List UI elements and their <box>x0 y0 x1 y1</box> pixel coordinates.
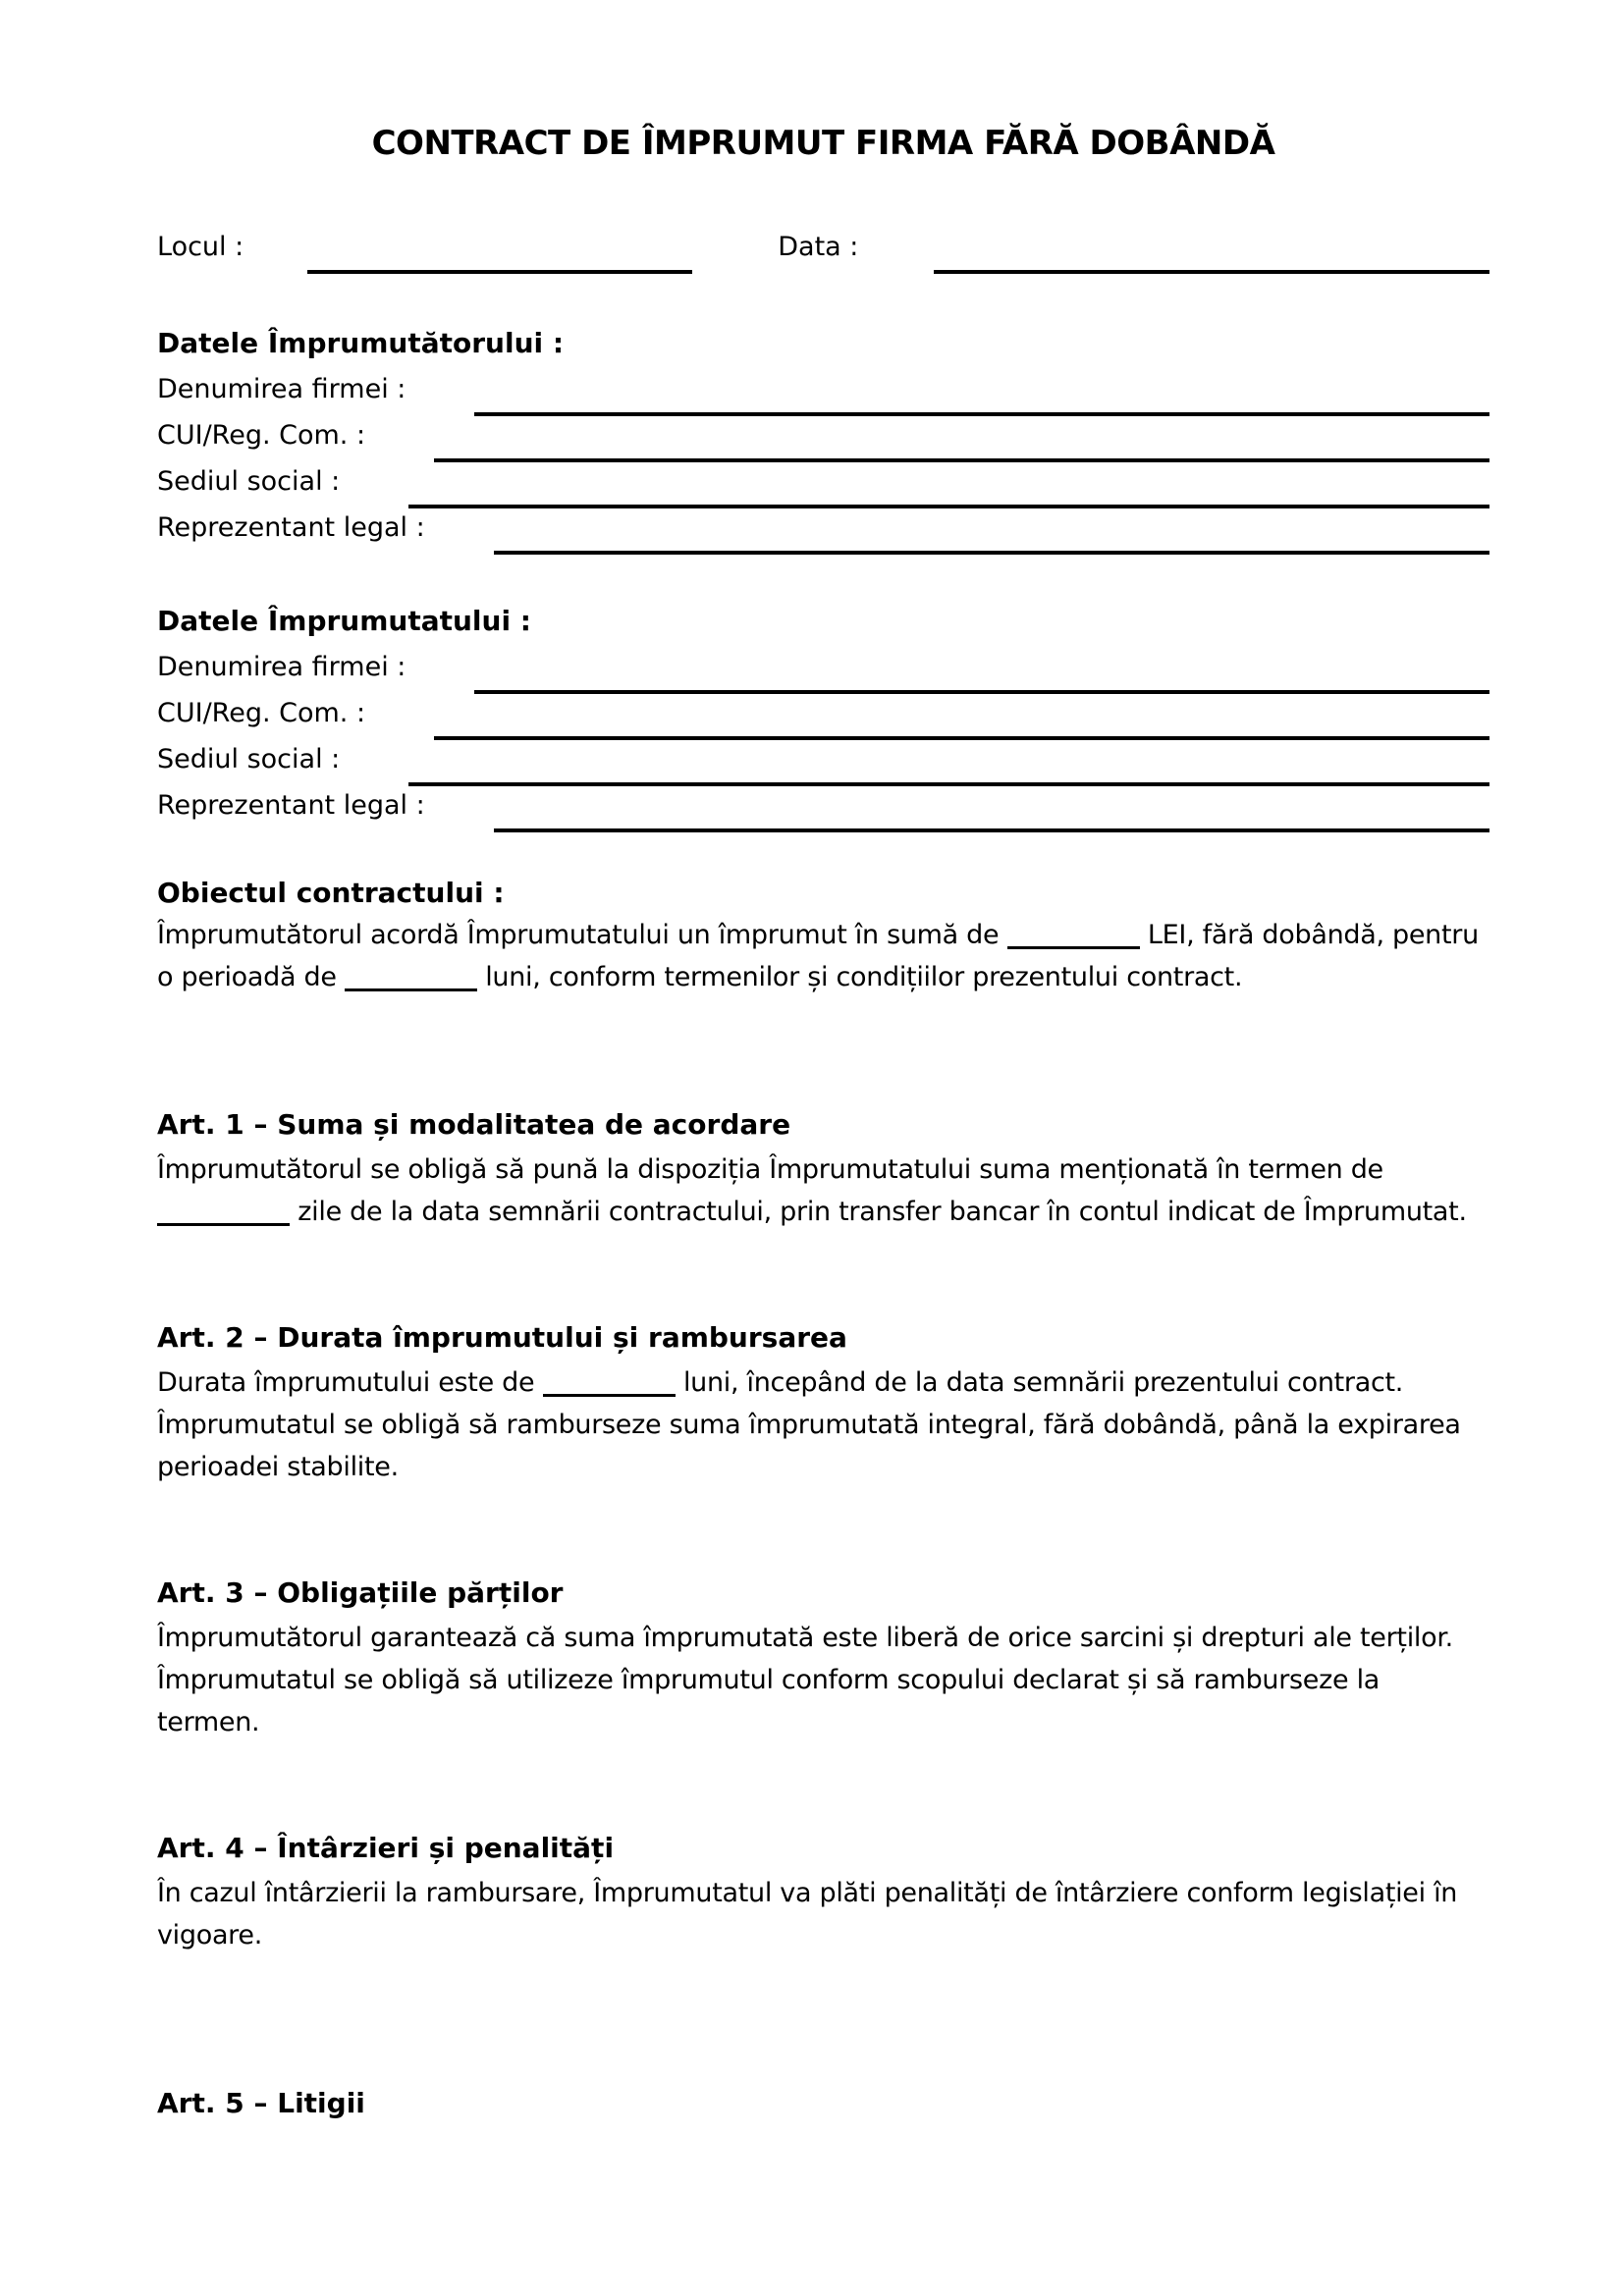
place-date-row <box>157 231 1489 264</box>
object-section <box>157 877 1489 998</box>
field-row <box>157 373 1489 406</box>
object-text-1: Împrumutătorul acordă Împrumutatului un împrumut în sumă de <box>157 920 1000 950</box>
object-text-3: luni, conform termenilor și condițiilor prezentului contract. <box>485 962 1243 992</box>
field-fill-line <box>434 458 1489 462</box>
field-fill-line <box>494 551 1489 555</box>
field-label-registered-office: Sediul social : <box>157 466 341 497</box>
article-3-heading: Art. 3 – Obligațiile părților <box>157 1576 564 1609</box>
article-4-heading: Art. 4 – Întârzieri și penalități <box>157 1832 615 1864</box>
amount-blank <box>1007 946 1140 949</box>
field-row <box>157 697 1489 730</box>
field-label-registered-office: Sediul social : <box>157 744 341 774</box>
field-row <box>157 511 1489 545</box>
article-5 <box>157 2086 1489 2121</box>
field-row <box>157 419 1489 453</box>
article-3-paragraph: Împrumutătorul garantează că suma împrumutată este liberă de orice sarcini și drepturi ale terților. Împrumutatul se obligă să utilizeze împrumutul conform scopului declarat și să ramburseze la termen. <box>157 1623 1453 1737</box>
article-4-paragraph: În cazul întârzierii la rambursare, Împrumutatul va plăti penalități de întârziere conform legislației în vigoare. <box>157 1878 1458 1950</box>
article-1-text-1: Împrumutătorul se obligă să pună la dispoziția Împrumutatului suma menționată în termen de <box>157 1154 1383 1185</box>
field-label-cui-reg-com: CUI/Reg. Com. : <box>157 420 366 451</box>
object-paragraph <box>157 914 1489 998</box>
field-row <box>157 789 1489 823</box>
date-label: Data : <box>778 232 859 262</box>
place-fill-line <box>307 270 692 274</box>
field-fill-line <box>494 828 1489 832</box>
field-row <box>157 743 1489 776</box>
document-title: CONTRACT DE ÎMPRUMUT FIRMA FĂRĂ DOBÂNDĂ <box>371 124 1275 163</box>
article-1-paragraph <box>157 1148 1489 1233</box>
field-fill-line <box>474 412 1489 416</box>
article-1-heading: Art. 1 – Suma și modalitatea de acordare <box>157 1108 791 1141</box>
article-2 <box>157 1320 1489 1488</box>
article-3 <box>157 1575 1489 1743</box>
borrower-section-heading: Datele Împrumutatului : <box>157 605 532 637</box>
article-1 <box>157 1107 1489 1233</box>
place-label: Locul : <box>157 232 244 262</box>
object-section-heading: Obiectul contractului : <box>157 877 505 909</box>
article-2-text-1: Durata împrumutului este de <box>157 1367 535 1398</box>
article-5-heading: Art. 5 – Litigii <box>157 2087 365 2119</box>
field-label-legal-representative: Reprezentant legal : <box>157 790 425 821</box>
article-2-heading: Art. 2 – Durata împrumutului și rambursarea <box>157 1321 847 1354</box>
object-text-2: LEI, fără dobândă, pentru o perioadă de <box>157 920 1479 992</box>
article-1-text-2: zile de la data semnării contractului, prin transfer bancar în contul indicat de Împrumutat. <box>298 1197 1467 1227</box>
article-4 <box>157 1831 1489 1956</box>
article-2-paragraph <box>157 1362 1489 1488</box>
lender-section <box>157 327 1489 545</box>
borrower-section <box>157 605 1489 823</box>
months-blank <box>543 1394 676 1397</box>
field-label-cui-reg-com: CUI/Reg. Com. : <box>157 698 366 728</box>
lender-section-heading: Datele Împrumutătorului : <box>157 327 565 359</box>
field-label-company-name: Denumirea firmei : <box>157 652 406 682</box>
field-fill-line <box>474 690 1489 694</box>
field-label-company-name: Denumirea firmei : <box>157 374 406 404</box>
article-2-text-2: luni, începând de la data semnării prezentului contract. Împrumutatul se obligă să ramburseze suma împrumutată integral, fără dobândă, până la expirarea perioadei stabilite. <box>157 1367 1461 1482</box>
days-blank <box>157 1223 290 1226</box>
field-label-legal-representative: Reprezentant legal : <box>157 512 425 543</box>
field-row <box>157 465 1489 499</box>
field-fill-line <box>434 736 1489 740</box>
period-blank <box>345 988 477 991</box>
date-fill-line <box>934 270 1489 274</box>
field-fill-line <box>408 782 1489 786</box>
field-row <box>157 651 1489 684</box>
field-fill-line <box>408 505 1489 508</box>
